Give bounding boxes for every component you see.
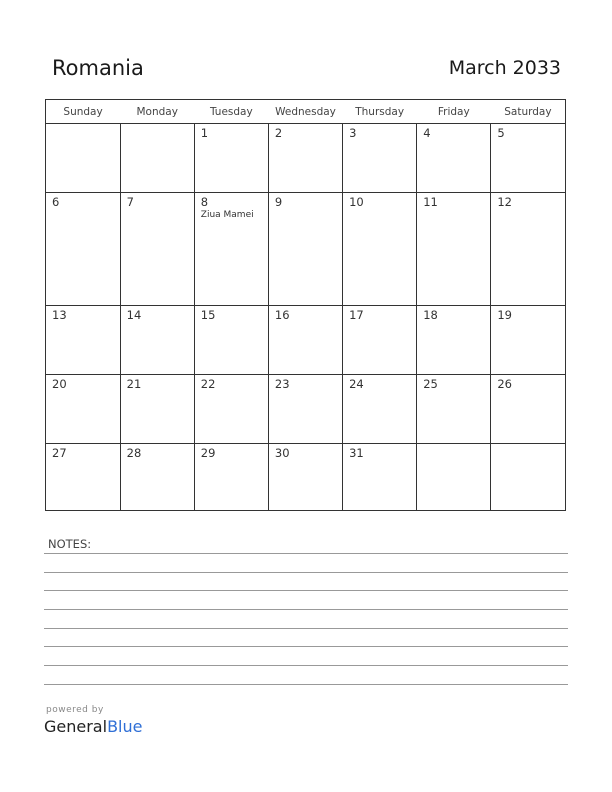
day-number: 7	[126, 194, 134, 209]
day-number: 3	[349, 126, 357, 140]
day-number: 12	[497, 194, 512, 209]
calendar-grid	[45, 99, 566, 511]
day-cell	[46, 306, 120, 375]
day-cell	[268, 306, 342, 375]
day-number: 19	[497, 308, 512, 323]
month-year-title: March 2033	[448, 57, 561, 79]
week-row	[46, 306, 565, 375]
day-number: 22	[200, 376, 216, 391]
day-cell	[343, 124, 417, 193]
day-cell	[46, 374, 120, 443]
day-cell	[120, 374, 194, 443]
day-cell	[194, 192, 268, 305]
note-line	[44, 590, 568, 591]
note-line	[44, 665, 568, 666]
day-cell	[120, 192, 194, 305]
day-cell	[491, 124, 565, 193]
day-cell	[417, 192, 491, 305]
day-number: 24	[349, 376, 364, 391]
week-row	[46, 192, 565, 305]
day-number: 2	[274, 126, 283, 140]
day-number: 14	[126, 308, 142, 323]
empty-day-cell	[417, 443, 491, 510]
week-row	[46, 443, 565, 510]
weekday-header: Saturday	[491, 100, 565, 124]
weekday-header: Tuesday	[194, 100, 268, 124]
day-cell	[343, 374, 417, 443]
day-number: 15	[200, 308, 216, 323]
day-number: 18	[423, 308, 438, 323]
note-line	[44, 684, 568, 685]
day-cell	[343, 306, 417, 375]
empty-day-cell	[491, 443, 565, 510]
weekday-header: Wednesday	[268, 100, 342, 124]
weekday-header: Friday	[417, 100, 491, 124]
day-cell	[194, 124, 268, 193]
brand-general-text: General	[44, 717, 108, 736]
day-number: 5	[497, 126, 505, 140]
notes-label: NOTES:	[48, 537, 92, 551]
day-number: 17	[349, 308, 364, 323]
day-number: 8	[200, 194, 209, 209]
weekday-header: Monday	[120, 100, 194, 124]
country-title: Romania	[52, 56, 144, 80]
day-number: 4	[423, 126, 431, 140]
brand-logo[interactable]	[44, 717, 142, 736]
day-cell	[268, 374, 342, 443]
day-number: 9	[274, 194, 283, 209]
day-number: 16	[274, 308, 290, 323]
weekday-header-row	[46, 100, 565, 124]
day-number: 20	[52, 376, 67, 391]
day-number: 29	[200, 445, 216, 460]
note-line	[44, 609, 568, 610]
week-row	[46, 124, 565, 193]
day-cell	[491, 192, 565, 305]
day-number: 11	[423, 194, 438, 209]
day-cell	[194, 443, 268, 510]
weekday-header: Sunday	[46, 100, 120, 124]
day-number: 21	[126, 376, 142, 391]
day-cell	[268, 443, 342, 510]
brand-blue-text: Blue	[107, 717, 143, 736]
day-number: 27	[52, 445, 67, 460]
note-line	[44, 553, 568, 554]
note-line	[44, 646, 568, 647]
day-cell	[194, 306, 268, 375]
day-cell	[417, 306, 491, 375]
day-cell	[491, 374, 565, 443]
day-cell	[46, 443, 120, 510]
day-number: 31	[349, 445, 364, 460]
day-cell	[417, 374, 491, 443]
day-number: 26	[497, 376, 512, 391]
week-row	[46, 374, 565, 443]
day-number: 13	[52, 308, 67, 323]
day-cell	[46, 192, 120, 305]
day-number: 6	[52, 194, 60, 209]
empty-day-cell	[46, 124, 120, 193]
day-cell	[120, 443, 194, 510]
holiday-label: Ziua Mamei	[200, 209, 254, 220]
day-cell	[491, 306, 565, 375]
day-cell	[343, 443, 417, 510]
day-number: 28	[126, 445, 142, 460]
day-number: 1	[200, 126, 209, 140]
day-number: 30	[274, 445, 290, 460]
note-line	[44, 628, 568, 629]
note-line	[44, 572, 568, 573]
powered-by-text: powered by	[46, 705, 104, 715]
day-number: 10	[349, 194, 364, 209]
weekday-header: Thursday	[343, 100, 417, 124]
day-cell	[268, 124, 342, 193]
day-number: 23	[274, 376, 290, 391]
day-number: 25	[423, 376, 438, 391]
empty-day-cell	[120, 124, 194, 193]
day-cell	[120, 306, 194, 375]
day-cell	[194, 374, 268, 443]
day-cell	[343, 192, 417, 305]
day-cell	[417, 124, 491, 193]
day-cell	[268, 192, 342, 305]
